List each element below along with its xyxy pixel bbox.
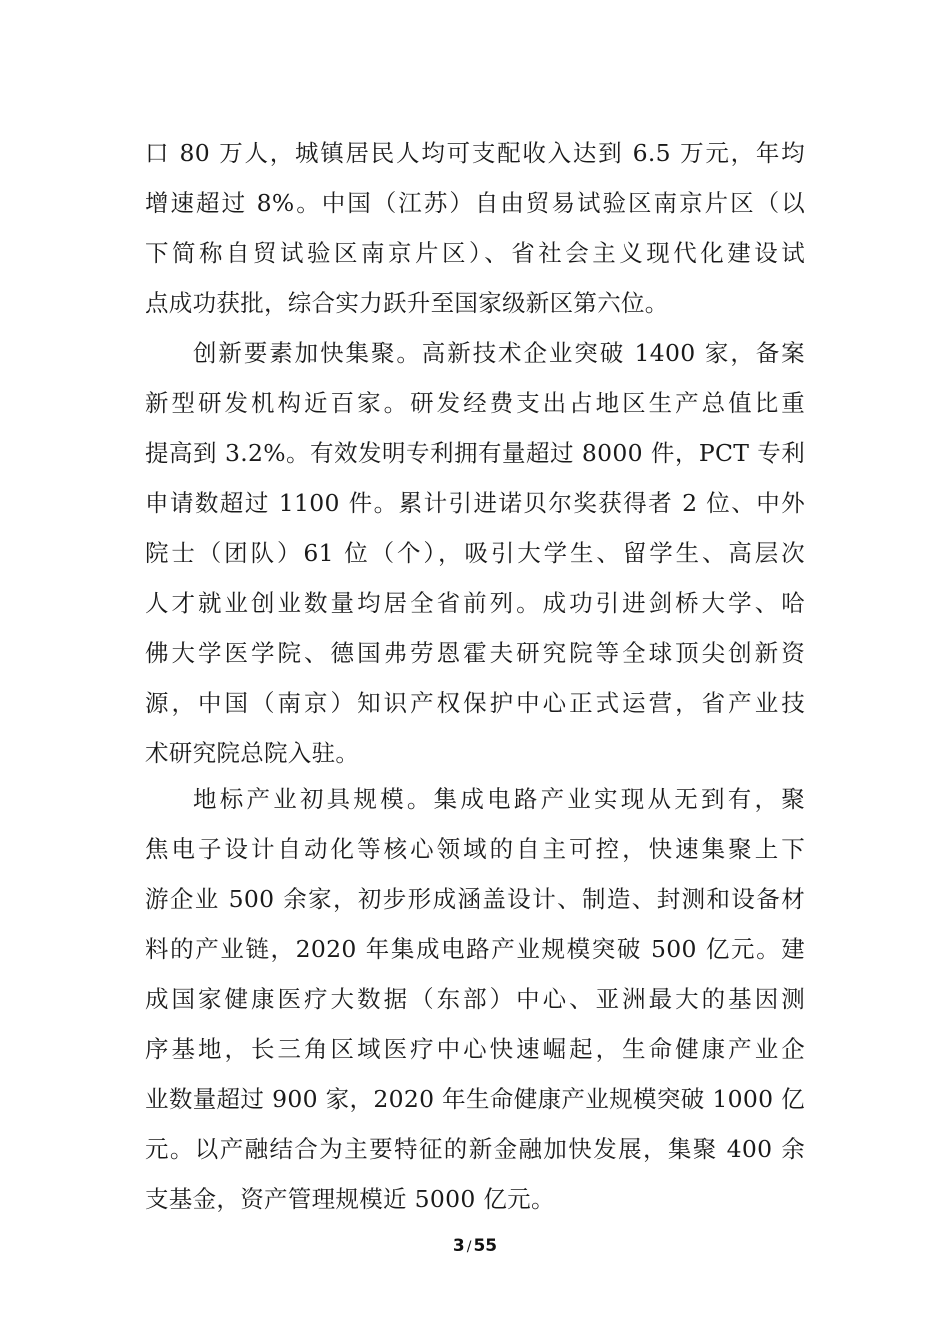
text-line: 人才就业创业数量均居全省前列。成功引进剑桥大学、哈	[145, 589, 805, 617]
text-line: 焦电子设计自动化等核心领域的自主可控，快速集聚上下	[145, 835, 805, 863]
text-line: 院士（团队）61 位（个），吸引大学生、留学生、高层次	[145, 539, 805, 567]
text-line: 术研究院总院入驻。	[145, 739, 360, 767]
text-line: 口 80 万人，城镇居民人均可支配收入达到 6.5 万元，年均	[145, 139, 805, 167]
text-line: 成国家健康医疗大数据（东部）中心、亚洲最大的基因测	[145, 985, 805, 1013]
text-line: 提高到 3.2%。有效发明专利拥有量超过 8000 件，PCT 专利	[145, 439, 805, 467]
text-line: 申请数超过 1100 件。累计引进诺贝尔奖获得者 2 位、中外	[145, 489, 805, 517]
text-line: 新型研发机构近百家。研发经费支出占地区生产总值比重	[145, 389, 805, 417]
text-line: 支基金，资产管理规模近 5000 亿元。	[145, 1185, 555, 1213]
text-line: 源，中国（南京）知识产权保护中心正式运营，省产业技	[145, 689, 805, 717]
text-line: 点成功获批，综合实力跃升至国家级新区第六位。	[145, 289, 669, 317]
paragraph-innovation	[145, 328, 805, 778]
text-line: 业数量超过 900 家，2020 年生命健康产业规模突破 1000 亿	[145, 1085, 805, 1113]
total-pages: 55	[473, 1236, 498, 1256]
text-line: 游企业 500 余家，初步形成涵盖设计、制造、封测和设备材	[145, 885, 805, 913]
text-line: 下简称自贸试验区南京片区）、省社会主义现代化建设试	[145, 239, 805, 267]
page-separator: /	[466, 1239, 472, 1255]
paragraph-industry	[145, 774, 805, 1224]
text-line: 元。以产融结合为主要特征的新金融加快发展，集聚 400 余	[145, 1135, 805, 1163]
current-page: 3	[452, 1236, 465, 1256]
text-line: 佛大学医学院、德国弗劳恩霍夫研究院等全球顶尖创新资	[145, 639, 805, 667]
text-line: 序基地，长三角区域医疗中心快速崛起，生命健康产业企	[145, 1035, 805, 1063]
text-line: 增速超过 8%。中国（江苏）自由贸易试验区南京片区（以	[145, 189, 805, 217]
text-line: 地标产业初具规模。集成电路产业实现从无到有，聚	[193, 785, 805, 813]
text-line: 创新要素加快集聚。高新技术企业突破 1400 家，备案	[193, 339, 805, 367]
paragraph-continuation	[145, 128, 805, 328]
page-number	[0, 1236, 950, 1256]
text-line: 料的产业链，2020 年集成电路产业规模突破 500 亿元。建	[145, 935, 805, 963]
